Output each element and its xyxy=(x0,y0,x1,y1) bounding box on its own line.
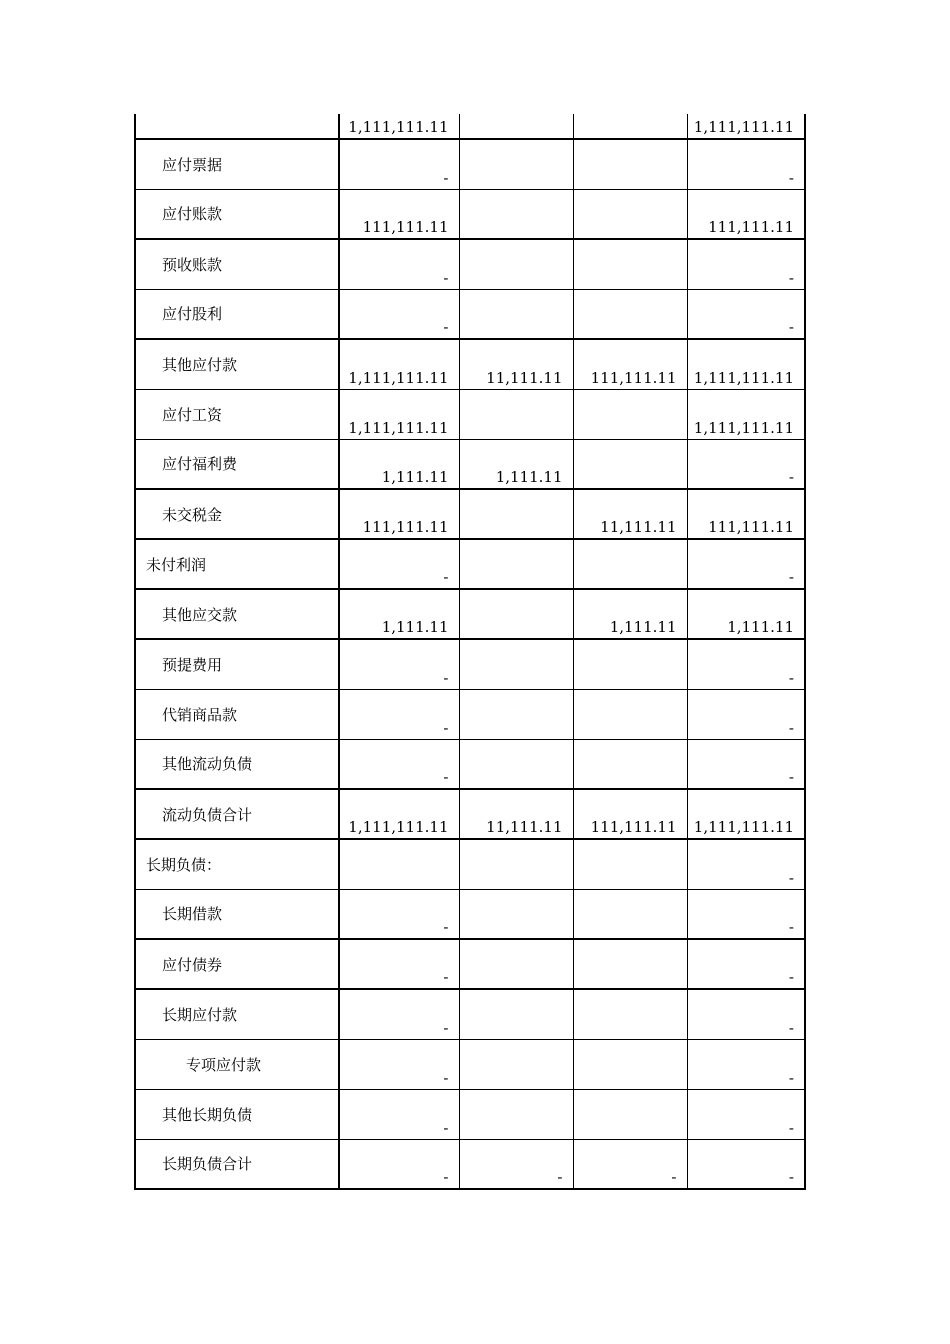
value-cell-col-4: - xyxy=(687,739,805,789)
value-cell-col-4: - xyxy=(687,939,805,989)
value-cell-col-3 xyxy=(573,439,687,489)
value-cell-col-2: 1,111.11 xyxy=(459,439,573,489)
value-cell-col-4: - xyxy=(687,839,805,889)
value-cell-col-4: 1,111,111.11 xyxy=(687,389,805,439)
value-cell-col-4: - xyxy=(687,1089,805,1139)
row-label: 应付票据 xyxy=(135,139,339,189)
row-label: 应付工资 xyxy=(135,389,339,439)
value-cell-col-4: 1,111.11 xyxy=(687,589,805,639)
value-cell-col-2 xyxy=(459,639,573,689)
row-label: 长期负债： xyxy=(135,839,339,889)
value-cell-col-1: - xyxy=(339,139,459,189)
value-cell-col-3 xyxy=(573,389,687,439)
value-cell-col-2 xyxy=(459,139,573,189)
value-cell-col-3 xyxy=(573,539,687,589)
value-cell-col-1: - xyxy=(339,1139,459,1189)
value-cell-col-2 xyxy=(459,689,573,739)
table-row xyxy=(135,139,805,189)
value-cell-col-1: - xyxy=(339,539,459,589)
value-cell-col-3 xyxy=(573,889,687,939)
value-cell-col-1: 1,111,111.11 xyxy=(339,389,459,439)
value-cell-col-2 xyxy=(459,389,573,439)
table-row xyxy=(135,189,805,239)
row-label: 专项应付款 xyxy=(135,1039,339,1089)
value-cell-col-1: - xyxy=(339,1089,459,1139)
table-row xyxy=(135,789,805,839)
table-row xyxy=(135,1089,805,1139)
value-cell-col-1: - xyxy=(339,1039,459,1089)
value-cell-col-3 xyxy=(573,689,687,739)
row-label: 应付福利费 xyxy=(135,439,339,489)
value-cell-col-2 xyxy=(459,539,573,589)
row-label: 流动负债合计 xyxy=(135,789,339,839)
value-cell-col-4: 1,111,111.11 xyxy=(687,114,805,139)
value-cell-col-2 xyxy=(459,889,573,939)
value-cell-col-4: - xyxy=(687,239,805,289)
value-cell-col-4: - xyxy=(687,989,805,1039)
value-cell-col-2 xyxy=(459,589,573,639)
table-row xyxy=(135,1139,805,1189)
table-row xyxy=(135,1039,805,1089)
row-label: 其他长期负债 xyxy=(135,1089,339,1139)
value-cell-col-3: - xyxy=(573,1139,687,1189)
table-row xyxy=(135,739,805,789)
row-label: 长期应付款 xyxy=(135,989,339,1039)
value-cell-col-2 xyxy=(459,114,573,139)
value-cell-col-1 xyxy=(339,839,459,889)
value-cell-col-2 xyxy=(459,1089,573,1139)
table-row xyxy=(135,239,805,289)
row-label: 其他应交款 xyxy=(135,589,339,639)
value-cell-col-3 xyxy=(573,1089,687,1139)
value-cell-col-2: 11,111.11 xyxy=(459,789,573,839)
value-cell-col-3 xyxy=(573,239,687,289)
value-cell-col-2: - xyxy=(459,1139,573,1189)
value-cell-col-3 xyxy=(573,114,687,139)
value-cell-col-2 xyxy=(459,839,573,889)
value-cell-col-1: 1,111,111.11 xyxy=(339,789,459,839)
table-row xyxy=(135,839,805,889)
row-label: 未付利润 xyxy=(135,539,339,589)
table-row xyxy=(135,489,805,539)
value-cell-col-1: - xyxy=(339,289,459,339)
row-label: 长期负债合计 xyxy=(135,1139,339,1189)
table-row xyxy=(135,589,805,639)
value-cell-col-2 xyxy=(459,989,573,1039)
value-cell-col-1: 1,111.11 xyxy=(339,589,459,639)
value-cell-col-4: 111,111.11 xyxy=(687,189,805,239)
value-cell-col-3 xyxy=(573,1039,687,1089)
table-row xyxy=(135,289,805,339)
row-label xyxy=(135,114,339,139)
table-row xyxy=(135,439,805,489)
row-label: 其他应付款 xyxy=(135,339,339,389)
row-label: 代销商品款 xyxy=(135,689,339,739)
row-label: 应付债券 xyxy=(135,939,339,989)
value-cell-col-3 xyxy=(573,639,687,689)
value-cell-col-2: 11,111.11 xyxy=(459,339,573,389)
value-cell-col-3: 11,111.11 xyxy=(573,489,687,539)
value-cell-col-2 xyxy=(459,489,573,539)
value-cell-col-2 xyxy=(459,239,573,289)
value-cell-col-4: - xyxy=(687,439,805,489)
value-cell-col-3 xyxy=(573,289,687,339)
value-cell-col-1: - xyxy=(339,989,459,1039)
table-row xyxy=(135,389,805,439)
liabilities-table-body xyxy=(135,114,805,1189)
value-cell-col-1: 111,111.11 xyxy=(339,189,459,239)
value-cell-col-1: - xyxy=(339,639,459,689)
value-cell-col-1: - xyxy=(339,889,459,939)
value-cell-col-3 xyxy=(573,939,687,989)
value-cell-col-3: 111,111.11 xyxy=(573,789,687,839)
value-cell-col-4: 1,111,111.11 xyxy=(687,339,805,389)
value-cell-col-4: - xyxy=(687,289,805,339)
table-row xyxy=(135,539,805,589)
value-cell-col-4: 1,111,111.11 xyxy=(687,789,805,839)
row-label: 预提费用 xyxy=(135,639,339,689)
value-cell-col-3 xyxy=(573,839,687,889)
table-row xyxy=(135,939,805,989)
value-cell-col-1: 111,111.11 xyxy=(339,489,459,539)
value-cell-col-1: 1,111,111.11 xyxy=(339,114,459,139)
row-label: 应付股利 xyxy=(135,289,339,339)
value-cell-col-2 xyxy=(459,739,573,789)
value-cell-col-3: 111,111.11 xyxy=(573,339,687,389)
row-label: 长期借款 xyxy=(135,889,339,939)
liabilities-table xyxy=(134,114,806,1190)
value-cell-col-3 xyxy=(573,989,687,1039)
value-cell-col-4: - xyxy=(687,539,805,589)
value-cell-col-4: - xyxy=(687,1039,805,1089)
value-cell-col-2 xyxy=(459,939,573,989)
value-cell-col-4: 111,111.11 xyxy=(687,489,805,539)
value-cell-col-1: 1,111,111.11 xyxy=(339,339,459,389)
value-cell-col-1: - xyxy=(339,739,459,789)
value-cell-col-2 xyxy=(459,189,573,239)
value-cell-col-4: - xyxy=(687,889,805,939)
value-cell-col-1: 1,111.11 xyxy=(339,439,459,489)
value-cell-col-3: 1,111.11 xyxy=(573,589,687,639)
row-label: 其他流动负债 xyxy=(135,739,339,789)
value-cell-col-4: - xyxy=(687,1139,805,1189)
table-row xyxy=(135,639,805,689)
value-cell-col-2 xyxy=(459,289,573,339)
value-cell-col-4: - xyxy=(687,689,805,739)
value-cell-col-4: - xyxy=(687,639,805,689)
table-row xyxy=(135,689,805,739)
row-label: 未交税金 xyxy=(135,489,339,539)
value-cell-col-3 xyxy=(573,189,687,239)
value-cell-col-1: - xyxy=(339,939,459,989)
table-row xyxy=(135,989,805,1039)
row-label: 应付账款 xyxy=(135,189,339,239)
table-row xyxy=(135,889,805,939)
value-cell-col-1: - xyxy=(339,239,459,289)
table-row xyxy=(135,114,805,139)
table-row xyxy=(135,339,805,389)
value-cell-col-3 xyxy=(573,739,687,789)
value-cell-col-4: - xyxy=(687,139,805,189)
value-cell-col-2 xyxy=(459,1039,573,1089)
value-cell-col-1: - xyxy=(339,689,459,739)
row-label: 预收账款 xyxy=(135,239,339,289)
value-cell-col-3 xyxy=(573,139,687,189)
